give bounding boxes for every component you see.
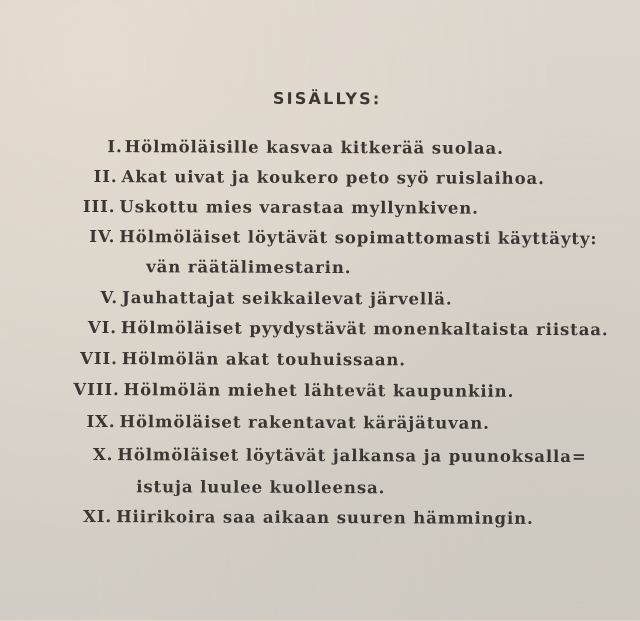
entry-title: Hiirikoira saa aikaan suuren hämmingin. <box>116 507 534 528</box>
entry-numeral: IV. <box>89 227 115 246</box>
entry-numeral: VI. <box>88 318 117 337</box>
entry-title: Hölmöläiset pyydystävät monenkaltaista riistaa. <box>121 318 609 339</box>
entry-title: Uskottu mies varastaa myllynkiven. <box>119 197 478 218</box>
entry-title: Hölmöläiset löytävät jalkansa ja puunoksalla= <box>117 445 586 466</box>
entry-title: Hölmöläiset rakentavat käräjätuvan. <box>119 412 489 433</box>
entry-numeral: I. <box>107 137 122 156</box>
toc-heading: SISÄLLYS: <box>273 89 382 108</box>
entry-title: Hölmöläisille kasvaa kitkerää suolaa. <box>125 137 504 158</box>
entry-numeral: II. <box>94 167 118 186</box>
entry-numeral: VIII. <box>73 380 119 399</box>
entry-title-continuation: vän räätälimestarin. <box>146 257 351 277</box>
entry-title: Akat uivat ja koukero peto syö ruislaihoa. <box>122 167 545 188</box>
entry-title: Hölmölän akat touhuissaan. <box>122 349 406 369</box>
entry-numeral: X. <box>93 445 113 464</box>
entry-title: Hölmölän miehet lähtevät kaupunkiin. <box>124 380 515 401</box>
entry-numeral: XI. <box>83 507 112 526</box>
entry-title: Jauhattajat seikkailevat järvellä. <box>122 288 453 308</box>
entry-numeral: VII. <box>80 349 118 368</box>
entry-title-continuation: istuja luulee kuolleensa. <box>136 477 385 497</box>
entry-numeral: V. <box>101 288 119 307</box>
entry-title: Hölmöläiset löytävät sopimattomasti käyttäyty: <box>119 227 597 248</box>
entry-numeral: III. <box>83 197 116 216</box>
entry-numeral: IX. <box>87 412 116 431</box>
